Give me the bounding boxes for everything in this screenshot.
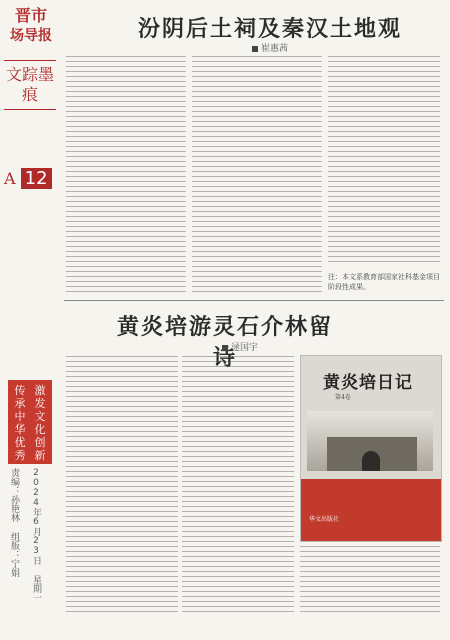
book-cover-image (300, 355, 442, 542)
newspaper-logo (6, 6, 56, 52)
issue-date: 2024年6月23日 星期一 (31, 468, 41, 602)
article-text-column (66, 56, 186, 296)
masthead (0, 0, 60, 640)
article-text-column (300, 546, 440, 616)
slogan-banner (8, 380, 52, 464)
article-text-column (66, 356, 178, 616)
slogan-column-2: 激发文化创新 (34, 384, 46, 462)
article-byline: 逯国宇 (200, 340, 280, 353)
article-title: 黄炎培游灵石介林留诗 (116, 314, 333, 371)
page-number (4, 168, 56, 212)
article-text-column (328, 56, 440, 266)
editor-credit: 责编：孙艳林 组版：宁娟 (9, 468, 19, 577)
article-title: 汾阴后土祠及秦汉土地观 (137, 16, 402, 42)
logo-line-2: 场导报 (10, 28, 52, 44)
article-text-column (182, 356, 294, 616)
editor-info (4, 468, 56, 618)
article-byline: 崔惠茜 (210, 41, 330, 54)
book-publisher: 华文出版社 (309, 516, 340, 523)
book-title: 黄炎培日记 (323, 373, 413, 393)
article-note: 注：本文系教育部国家社科基金项目阶段性成果。 (328, 273, 440, 291)
article-text-column (192, 56, 322, 296)
page-letter: A (4, 169, 16, 188)
section-name: 文踪墨痕 (4, 60, 56, 110)
section-divider (64, 300, 444, 301)
page-number-value: 12 (21, 168, 52, 189)
gate-door (362, 451, 380, 471)
book-subtitle: 第4卷 (335, 394, 351, 401)
book-red-band (301, 479, 441, 541)
slogan-column-1: 传承中华优秀 (14, 384, 26, 462)
logo-line-1: 晋市 (14, 6, 47, 25)
book-photo (307, 411, 433, 471)
